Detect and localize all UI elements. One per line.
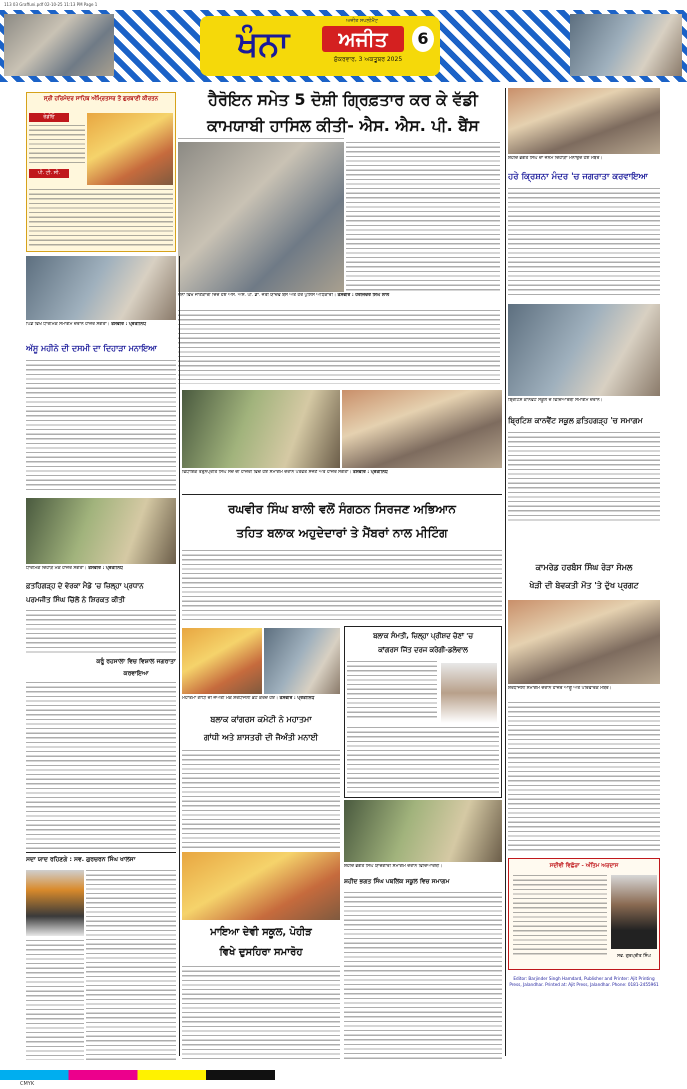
mid-caption-text: ਵਿਧਾਇਕ ਤਰੁਨਪ੍ਰੀਤ ਸਿੰਘ ਸੌਂਦ ਦੀ ਹਾਜ਼ਰੀ ਵਿੱਚ ਹੋਏ ਸਮਾਗਮ ਦੌਰਾਨ ਪਤਵੰਤੇ ਸੱਜਣ ਅਤੇ ਹਾਜ਼ਰ ਸੰਗਤਾਂ। xyxy=(182,470,352,475)
column-rule-2 xyxy=(505,88,506,1056)
main-story-text-a xyxy=(178,138,344,142)
left-2-caption-text: ਧਾਰਮਿਕ ਦਿਹਾੜੇ ਮੌਕੇ ਹਾਜ਼ਰ ਸੰਗਤਾਂ। xyxy=(26,566,87,571)
tribute-ad xyxy=(508,858,660,970)
horizontal-rule-2 xyxy=(26,852,176,853)
column-rule-1 xyxy=(179,256,180,1056)
right-story-3-photo xyxy=(508,600,660,684)
masthead-right-photo xyxy=(570,14,682,76)
school-story-headline-1: ਮਾਇਆ ਦੇਵੀ ਸਕੂਲ, ਪੋਹੀੜ xyxy=(210,927,312,938)
lower-right-headline: ਸ਼ਹੀਦ ਭਗਤ ਸਿੰਘ ਪਬਲਿਕ ਸਕੂਲ ਵਿਚ ਸਮਾਗਮ xyxy=(344,878,450,885)
golden-temple-image xyxy=(87,113,173,185)
footer-mark: CMYK xyxy=(20,1081,35,1087)
left-ad-box xyxy=(26,92,176,252)
right-story-1-headline: ਹਰੇ ਕ੍ਰਿਸ਼ਨਾ ਮੰਦਰ 'ਚ ਜਗਰਾਤਾ ਕਰਵਾਇਆ xyxy=(508,172,648,182)
lower-center-photo-left xyxy=(182,628,262,694)
paper-name: ਅਜੀਤ xyxy=(322,26,404,52)
right-story-2-headline: ਬ੍ਰਿਟਿਸ਼ ਕਾਨਵੈਂਟ ਸਕੂਲ ਫ਼ਤਿਹਗੜ੍ਹ 'ਚ ਸਮਾਗਮ xyxy=(508,416,643,425)
left-story-1-photo xyxy=(26,256,176,320)
center-headline-line-1: ਰਘਵੀਰ ਸਿੰਘ ਬਾਲੀ ਵਲੋਂ ਸੰਗਠਨ ਸਿਰਜਣ ਅਭਿਆਨ xyxy=(228,502,456,516)
main-story-text-b xyxy=(346,142,500,292)
box-story-text-a xyxy=(347,661,437,721)
box-story-headline-1: ਬਲਾਕ ਸੰਮਤੀ, ਜ਼ਿਲ੍ਹਾ ਪ੍ਰੀਸ਼ਦ ਚੋਣਾਂ 'ਚ xyxy=(373,632,473,640)
city-name: ਖੰਨਾ xyxy=(236,24,290,64)
left-story-2-subheadline: ਕਰੂੰ ਰਹਸਾਲਾ ਵਿਚ ਵਿਸ਼ਾਲ ਜਗਰਾਤਾ ਕਰਵਾਇਆ xyxy=(96,658,176,677)
right-story-3-headline-2: ਖੇੜੀ ਦੀ ਬੇਵਕਤੀ ਮੌਤ 'ਤੇ ਦੁੱਖ ਪ੍ਰਗਟ xyxy=(529,581,639,590)
right-story-1-text xyxy=(508,188,660,298)
tribute-ad-name: ਸਵ. ਗੁਰਪ੍ਰੀਤ ਸਿੰਘ xyxy=(617,954,651,959)
right-story-2-caption: ਬ੍ਰਿਟਿਸ਼ ਕਾਨਵੈਂਟ ਸਕੂਲ ਦੇ ਵਿਦਿਆਰਥੀ ਸਮਾਗਮ ਦੌਰਾਨ। xyxy=(508,398,603,403)
left-story-1-headline: ਅੱਸੂ ਮਹੀਨੇ ਦੀ ਦਸਮੀ ਦਾ ਦਿਹਾੜਾ ਮਨਾਇਆ xyxy=(26,344,157,353)
main-caption-credit: ਤਸਵੀਰ : ਹਰਜਿੰਦਰ ਸਿੰਘ ਲਾਲ xyxy=(337,293,390,298)
lower-center-headline-2: ਗਾਂਧੀ ਅਤੇ ਸ਼ਾਸਤਰੀ ਦੀ ਜੈਅੰਤੀ ਮਨਾਈ xyxy=(204,733,318,742)
left-ad-title: ਸ੍ਰੀ ਹਰਿਮੰਦਰ ਸਾਹਿਬ ਅੰਮ੍ਰਿਤਸਰ ਤੋਂ ਗੁਰਬਾਣੀ ਕੀਰਤਨ xyxy=(43,96,159,102)
print-info: 113 03 Graffuni.pdf 02-10-25 11:13 PM Page 1 xyxy=(4,2,98,7)
mid-caption xyxy=(182,470,502,484)
left-story-1-caption xyxy=(26,322,176,342)
left-ad-label-1: ਰੇਡੀਓ xyxy=(29,113,69,122)
school-story-photo xyxy=(182,852,340,920)
main-caption-text: ਖੰਨਾ ਵਿਖੇ ਜਾਣਕਾਰੀ ਦਿੰਦੇ ਹੋਏ ਐਸ. ਐਸ. ਪੀ. ਡਾ. ਜੋਤੀ ਯਾਦਵ ਬੈਂਸ ਅਤੇ ਹੋਰ ਪੁਲਿਸ ਅਧਿਕਾਰੀ। xyxy=(178,293,336,298)
masthead-left-photo xyxy=(4,14,114,76)
main-headline-line-2: ਕਾਮਯਾਬੀ ਹਾਸਿਲ ਕੀਤੀ- ਐਸ. ਐਸ. ਪੀ. ਬੈਂਸ xyxy=(207,116,479,135)
right-story-3-text xyxy=(508,702,660,854)
mid-photo-right xyxy=(342,390,502,468)
masthead xyxy=(0,10,687,82)
mid-caption-credit: ਤਸਵੀਰ : ਪ੍ਰਤੀਨਿਧ xyxy=(352,470,388,475)
left-1-caption-credit: ਤਸਵੀਰ : ਪ੍ਰਤੀਨਿਧ xyxy=(111,322,146,327)
right-story-2-photo xyxy=(508,304,660,396)
right-story-1-caption: ਸ਼ਹੀਦ ਭਗਤ ਸਿੰਘ ਦਾ ਜਨਮ ਦਿਹਾੜਾ ਮਨਾਉਂਦੇ ਹੋਏ ਮੈਂਬਰ। xyxy=(508,156,603,161)
paper-tagline: ਅਜੀਤ ਸਪਲੀਮੈਂਟ xyxy=(346,18,378,24)
right-story-1-photo xyxy=(508,88,660,154)
right-story-3-caption: ਸ਼ਰਧਾਂਜਲੀ ਸਮਾਗਮ ਦੌਰਾਨ ਹਾਜ਼ਰ ਆਗੂ ਅਤੇ ਪਰਿਵਾਰਕ ਮੈਂਬਰ। xyxy=(508,686,612,691)
lower-center-caption-text: ਮਹਾਤਮਾ ਗਾਂਧੀ ਦੀ ਜੈਅੰਤੀ ਮੌਕੇ ਸ਼ਰਧਾਂਜਲੀ ਭੇਟ ਕਰਦੇ ਹੋਏ। xyxy=(182,696,279,701)
issue-date: ਸ਼ੁੱਕਰਵਾਰ, 3 ਅਕਤੂਬਰ 2025 xyxy=(333,56,403,63)
left-story-2-headline-1: ਫ਼ਤਹਿਗੜ੍ਹ ਦੇ ਵੇਰਕਾ ਮੈਡੇ 'ਚ ਜ਼ਿਲ੍ਹਾ ਪ੍ਰਧਾਨ xyxy=(26,582,144,590)
horizontal-rule-1 xyxy=(182,494,502,495)
school-story-text xyxy=(182,966,340,1060)
center-headline-line-2: ਤਹਿਤ ਬਲਾਕ ਅਹੁਦੇਦਾਰਾਂ ਤੇ ਮੈਂਬਰਾਂ ਨਾਲ ਮੀਟਿੰਗ xyxy=(236,526,448,540)
left-2-caption-credit: ਤਸਵੀਰ : ਪ੍ਰਤੀਨਿਧ xyxy=(88,566,123,571)
imprint: Editor: Barjinder Singh Hamdard, Publisher and Printer: Ajit Printing Press, Jalandhar. Printed at: Ajit Press, Jalandhar. Phone: 0181-2455961 xyxy=(509,976,659,987)
left-story-2-headline-2: ਪਰਮਜੀਤ ਸਿੰਘ ਚਿੱਲੋਂ ਨੇ ਸ਼ਿਰਕਤ ਕੀਤੀ xyxy=(26,596,125,604)
left-story-2-text-b xyxy=(26,682,176,850)
obituary-headline: ਸਦਾ ਯਾਦ ਰਹਿਣਗੇ : ਸਵ. ਗੁਰਚਰਨ ਸਿੰਘ ਖਾਲਸਾ xyxy=(26,856,136,863)
tribute-ad-title: ਸਦੀਵੀ ਵਿਛੋੜਾ - ਅੰਤਿਮ ਅਰਦਾਸ xyxy=(549,863,619,869)
tribute-ad-portrait xyxy=(611,875,657,949)
footer-color-bar xyxy=(0,1070,687,1080)
lower-center-text xyxy=(182,750,340,850)
left-ad-label-2: ਪੀ. ਟੀ. ਸੀ. xyxy=(29,169,69,178)
left-1-caption-text: ਪਿੰਡ ਵਿਖੇ ਧਾਰਮਿਕ ਸਮਾਗਮ ਦੌਰਾਨ ਹਾਜ਼ਰ ਸੰਗਤਾਂ। xyxy=(26,322,110,327)
left-ad-text-2 xyxy=(29,189,173,247)
left-story-2-photo xyxy=(26,498,176,564)
box-story-headline-2: ਕਾਂਗਰਸ ਜਿੱਤ ਦਰਜ ਕਰੇਗੀ-ਡਲੇਵਾਲ xyxy=(378,646,468,654)
main-story-caption xyxy=(178,293,422,307)
right-story-2-text xyxy=(508,432,660,524)
obituary-text-b xyxy=(26,940,84,1060)
lower-center-photo-right xyxy=(264,628,340,694)
box-story-portrait xyxy=(441,663,497,723)
main-headline-line-1: ਹੈਰੋਇਨ ਸਮੇਤ 5 ਦੋਸ਼ੀ ਗ੍ਰਿਫ਼ਤਾਰ ਕਰ ਕੇ ਵੱਡੀ xyxy=(208,90,478,109)
left-story-2-text-a xyxy=(26,610,176,654)
left-story-1-text xyxy=(26,360,176,490)
left-story-2-caption xyxy=(26,566,176,578)
right-story-3-headline-1: ਕਾਮਰੇਡ ਹਰਬੰਸ ਸਿੰਘ ਰੋੜਾ ਸੋਮਲ xyxy=(535,563,633,572)
tribute-ad-text xyxy=(513,875,607,955)
obituary-text xyxy=(86,870,176,1060)
page-number: 6 xyxy=(412,26,434,52)
school-story-headline-2: ਵਿਖੇ ਦੁਸਹਿਰਾ ਸਮਾਰੋਹ xyxy=(219,947,303,958)
center-story-text xyxy=(182,550,502,620)
box-story xyxy=(344,626,502,798)
masthead-center-panel xyxy=(200,16,440,76)
lower-center-caption-credit: ਤਸਵੀਰ : ਪ੍ਰਤੀਨਿਧ xyxy=(279,696,315,701)
left-ad-text-1 xyxy=(29,125,85,165)
lower-right-caption: ਸ਼ਹੀਦ ਭਗਤ ਸਿੰਘ ਯਾਦਗਾਰੀ ਸਮਾਗਮ ਦੌਰਾਨ ਵਿਦਿਆਰਥੀ। xyxy=(344,864,443,869)
lower-right-photo xyxy=(344,800,502,862)
obituary-portrait xyxy=(26,870,84,936)
lower-center-headline-1: ਬਲਾਕ ਕਾਂਗਰਸ ਕਮੇਟੀ ਨੇ ਮਹਾਤਮਾ xyxy=(210,715,312,724)
lower-right-text xyxy=(344,892,502,1060)
lower-center-caption xyxy=(182,696,340,708)
box-story-text-b xyxy=(347,727,499,793)
main-story-text-c xyxy=(178,310,500,384)
main-story-photo xyxy=(178,142,344,292)
mid-photo-left xyxy=(182,390,340,468)
